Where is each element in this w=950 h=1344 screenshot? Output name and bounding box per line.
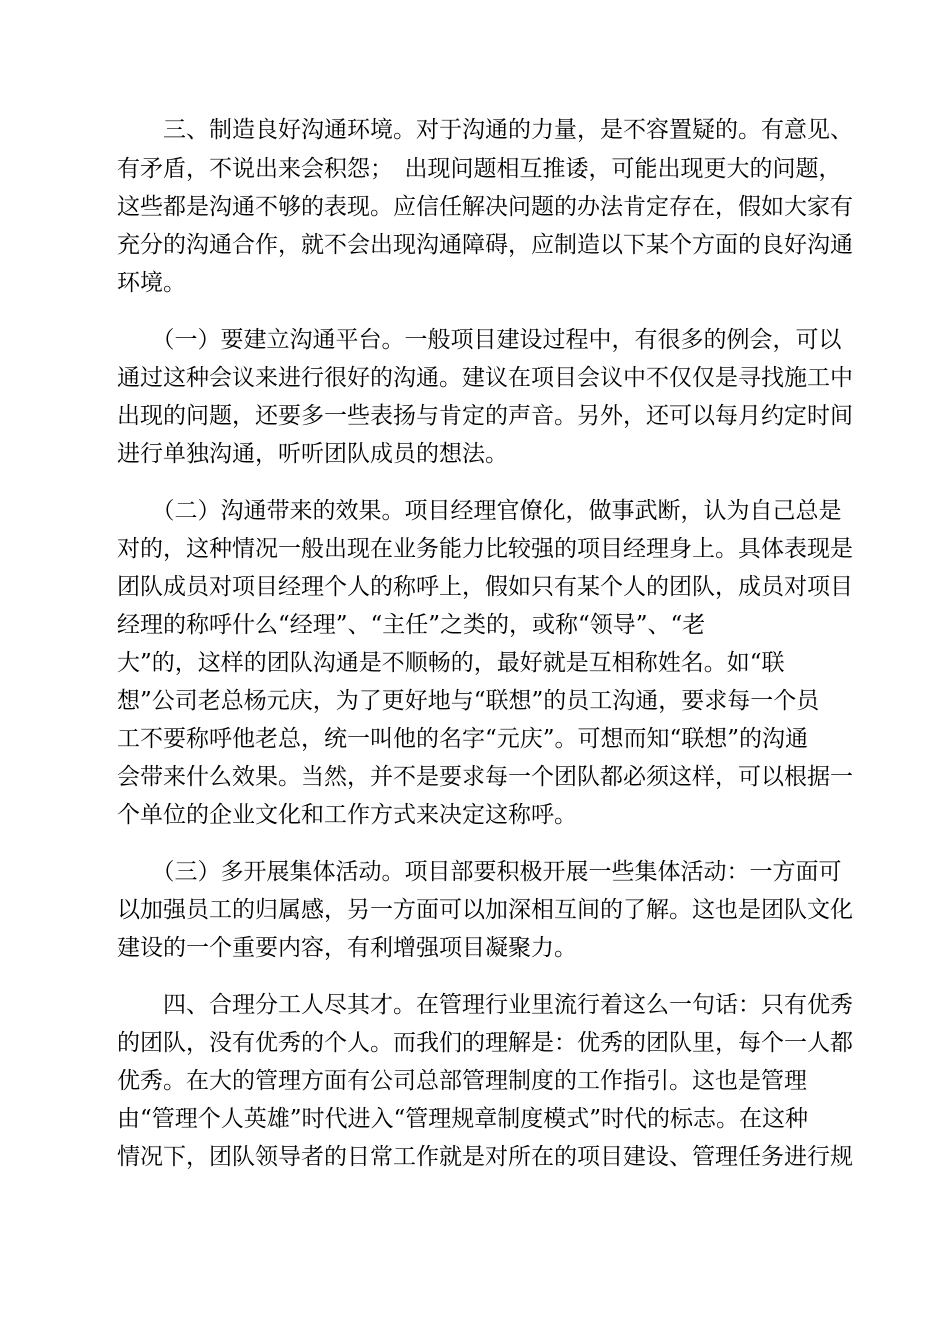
text-line: 环境。 [117, 270, 186, 296]
text-line: 情况下，团队领导者的日常工作就是对所在的项目建设、管理任务进行规 [117, 1144, 853, 1170]
text-line: 经理的称呼什么“经理”、“主任”之类的，或称“领导”、“老 [117, 612, 706, 638]
text-line: 三、制造良好沟通环境。对于沟通的力量，是不容置疑的。有意见、 [117, 117, 853, 143]
text-line: 想”公司老总杨元庆，为了更好地与“联想”的员工沟通，要求每一个员 [117, 688, 820, 714]
text-line: 会带来什么效果。当然，并不是要求每一个团队都必须这样，可以根据一 [117, 764, 853, 790]
text-line: 有矛盾，不说出来会积怨； 出现问题相互推诿，可能出现更大的问题， [117, 156, 842, 182]
text-line: 出现的问题，还要多一些表扬与肯定的声音。另外，还可以每月约定时间 [117, 403, 853, 429]
text-line: 大”的，这样的团队沟通是不顺畅的，最好就是互相称姓名。如“联 [117, 650, 785, 676]
text-line: 通过这种会议来进行很好的沟通。建议在项目会议中不仅仅是寻找施工中 [117, 365, 853, 391]
text-line: 团队成员对项目经理个人的称呼上，假如只有某个人的团队，成员对项目 [117, 574, 853, 600]
text-line: （一）要建立沟通平台。一般项目建设过程中，有很多的例会，可以 [117, 327, 842, 353]
text-line: 进行单独沟通，听听团队成员的想法。 [117, 441, 508, 467]
text-line: （三）多开展集体活动。项目部要积极开展一些集体活动：一方面可 [117, 859, 842, 885]
text-line: 以加强员工的归属感，另一方面可以加深相互间的了解。这也是团队文化 [117, 897, 853, 923]
text-line: 个单位的企业文化和工作方式来决定这称呼。 [117, 802, 577, 828]
text-line: 充分的沟通合作，就不会出现沟通障碍，应制造以下某个方面的良好沟通 [117, 232, 853, 258]
text-line: 对的，这种情况一般出现在业务能力比较强的项目经理身上。具体表现是 [117, 536, 853, 562]
text-line: 建设的一个重要内容，有利增强项目凝聚力。 [117, 935, 577, 961]
text-line: 这些都是沟通不够的表现。应信任解决问题的办法肯定存在，假如大家有 [117, 194, 853, 220]
text-line: （二）沟通带来的效果。项目经理官僚化，做事武断，认为自己总是 [117, 498, 842, 524]
text-line: 由“管理个人英雄”时代进入“管理规章制度模式”时代的标志。在这种 [117, 1106, 809, 1132]
text-line: 四、合理分工人尽其才。在管理行业里流行着这么一句话：只有优秀 [117, 992, 853, 1018]
text-line: 优秀。在大的管理方面有公司总部管理制度的工作指引。这也是管理 [117, 1068, 807, 1094]
text-line: 工不要称呼他老总，统一叫他的名字“元庆”。可想而知“联想”的沟通 [117, 726, 809, 752]
text-line: 的团队，没有优秀的个人。而我们的理解是：优秀的团队里，每个一人都 [117, 1030, 853, 1056]
